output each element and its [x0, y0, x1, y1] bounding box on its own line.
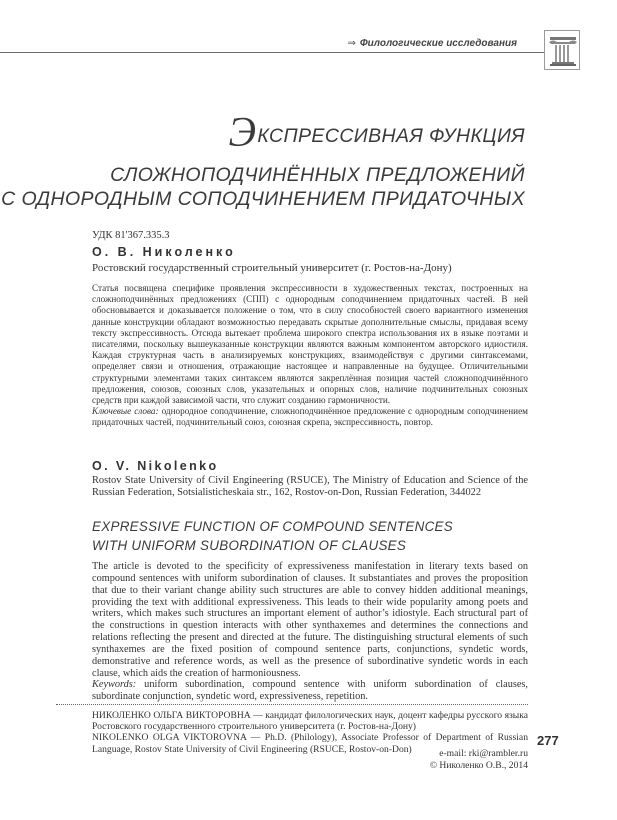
author-email: e-mail: rki@rambler.ru — [439, 748, 528, 759]
english-title-line-2: WITH UNIFORM SUBORDINATION OF CLAUSES — [92, 538, 407, 553]
author-name-ru: О. В. Николенко — [92, 245, 236, 259]
arrow-right-icon: ⇒ — [347, 38, 356, 49]
footnote-en: NIKOLENKO OLGA VIKTOROVNA — Ph.D. (Philology), Associate Professor of Department of Russian Language, Rostov State University of Civil Engineering (RSUCE, Rostov-on-Don) — [92, 732, 528, 755]
keywords-ru-text: однородное соподчинение, сложноподчинённое предложение с однородным соподчинением придаточных частей, подчинительный союз, союзная скрепа, экспрессивность, повтор. — [92, 406, 528, 428]
copyright-notice: © Николенко О.В., 2014 — [429, 760, 528, 771]
keywords-en-label: Keywords: — [92, 679, 137, 691]
keywords-ru-label: Ключевые слова: — [92, 406, 159, 417]
section-label: Филологические исследования — [359, 38, 517, 49]
title-initial-letter: Э — [228, 110, 257, 156]
keywords-en — [92, 679, 528, 703]
article-title-line-1 — [0, 110, 525, 156]
english-title-line-1: EXPRESSIVE FUNCTION OF COMPOUND SENTENCES — [92, 519, 453, 534]
abstract-en-text: The article is devoted to the specificity of expressiveness manifestation in literary texts based on compound sentences with uniform subordination of clauses. It substantiates and proves the proposition that due to their variant change ability such structures are able to convey hidden additional meanings, providing the text with additional expressiveness. This leads to their wide popularity among poets and writers, which makes such structures an important element of author’s idiostyle. Each structural part of the constructions in question interacts with other synthaxemes and determines the connections and relations reflecting the present and directed at the future. The distinguishing structural elements of such synthaxemes are the fixed position of compound sentence parts, conjunctions, syndetic words, demonstrative and reference words, as well as the presence of subordinative syndetic words in each clause, which aids the creation of harmoniousness. — [92, 561, 528, 679]
keywords-ru — [92, 406, 528, 428]
header-rule — [0, 52, 560, 53]
page-number: 277 — [537, 733, 559, 748]
journal-logo — [544, 30, 580, 70]
abstract-ru — [92, 283, 528, 429]
affiliation-en: Rostov State University of Civil Engineering (RSUCE), The Ministry of Education and Science of the Russian Federation, Sotsialisticheskaia str., 162, Rostov-on-Don, Russian Federation, 344022 — [92, 475, 528, 498]
affiliation-ru: Ростовский государственный строительный университет (г. Ростов-на-Дону) — [92, 262, 452, 274]
keywords-en-text: uniform subordination, compound sentence with uniform subordination of clauses, subordinate conjunction, syndetic word, expressiveness, repetition. — [92, 679, 528, 703]
footnote-ru: НИКОЛЕНКО ОЛЬГА ВИКТОРОВНА — кандидат филологических наук, доцент кафедры русского языка Ростовского государственного строительного университета (г. Ростов-на-Дону) — [92, 710, 528, 733]
article-title-line-3: С ОДНОРОДНЫМ СОПОДЧИНЕНИЕМ ПРИДАТОЧНЫХ — [1, 188, 525, 210]
article-title-line-2: СЛОЖНОПОДЧИНЁННЫХ ПРЕДЛОЖЕНИЙ — [110, 164, 525, 186]
column-logo-icon — [547, 34, 579, 68]
abstract-en — [92, 561, 528, 703]
author-name-en: O. V. Nikolenko — [92, 459, 219, 473]
section-title — [347, 38, 517, 49]
footnote-divider — [56, 704, 528, 705]
running-header — [0, 30, 617, 70]
abstract-ru-text: Статья посвящена специфике проявления экспрессивности в художественных текстах, построенных на сложноподчинённых предложениях (СПП) с однородным соподчинением придаточных частей. В ней обосновывается и доказывается положение о том, что в силу способностей своего вариантного изменения данные конструкции обладают возможностью передавать скрытые дополнительные смыслы, придавая всему тексту экспрессивность. Отсюда вытекает проблема широкого спектра использования их в языке поэтами и писателями, поскольку вышеуказанные конструкции являются важным компонентом авторского идиостиля. Каждая структурная часть в анализируемых конструкциях, взаимодействуя с другими синтаксемами, определяет связи и отношения, отражающие настоящее и направленные на будущее. Отличительными структурными элементами таких синтаксем являются закреплённая позиция частей сложноподчинённого предложения, союзов, союзных слов, указательных и опорных слов, наличие подчинительных союзных средств при каждой зависимой части, что служит созданию гармоничности. — [92, 283, 528, 406]
udk-code: УДК 81'367.335.3 — [92, 230, 170, 241]
title-line-1-text: КСПРЕССИВНАЯ ФУНКЦИЯ — [257, 125, 525, 147]
